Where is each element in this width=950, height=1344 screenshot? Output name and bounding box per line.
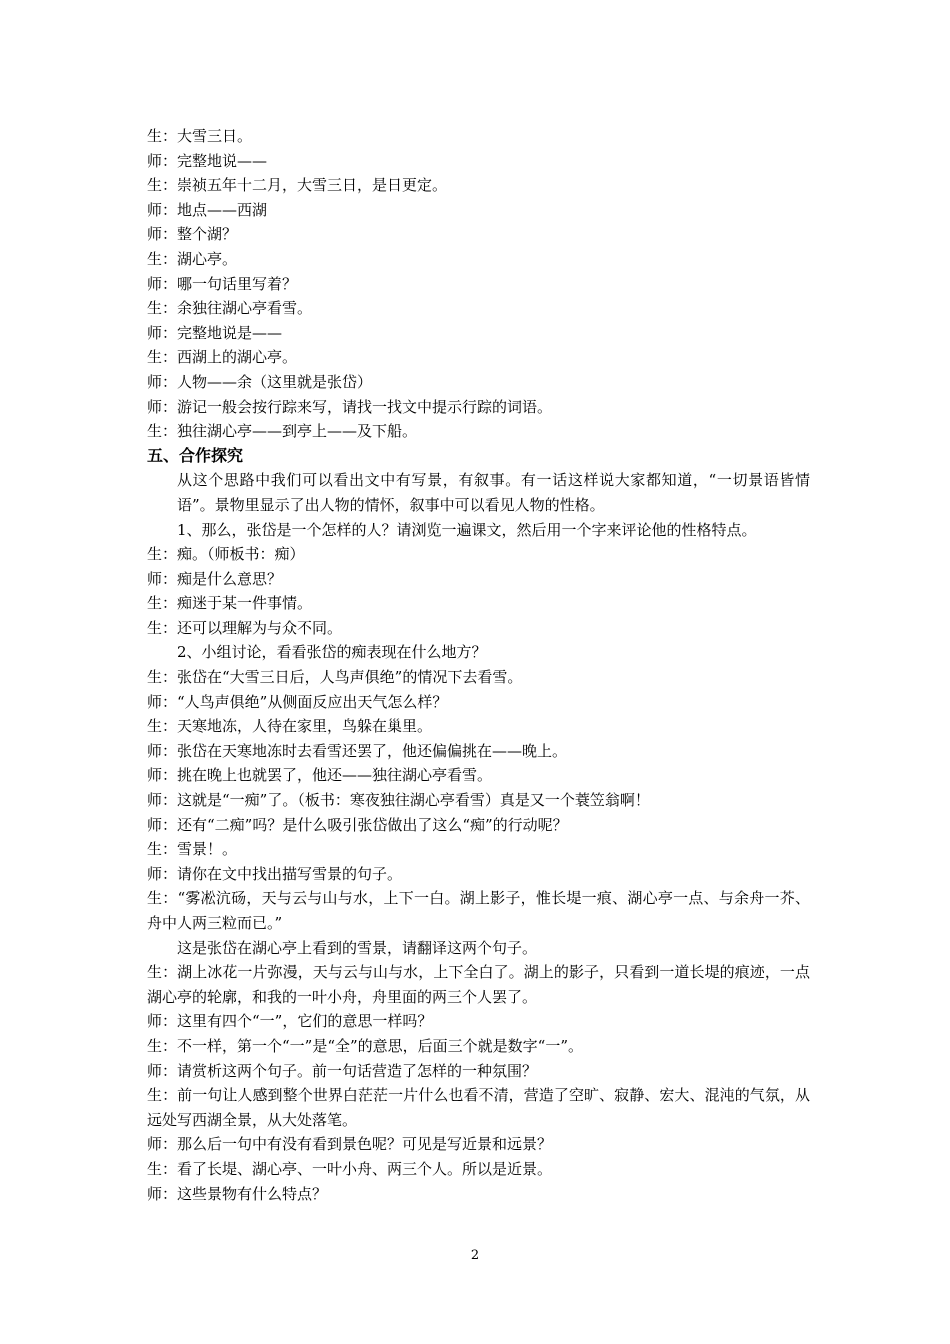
dialog-line: 师：人物——余（这里就是张岱）	[147, 372, 373, 391]
dialog-line: 生：张岱在“大雪三日后，人鸟声俱绝”的情况下去看雪。	[147, 668, 523, 687]
dialog-line: 生：看了长堤、湖心亭、一叶小舟、两三个人。所以是近景。	[147, 1159, 553, 1178]
dialog-line: 师：完整地说——	[147, 151, 268, 170]
dialog-line: 生：雪景！。	[147, 840, 238, 859]
page-number: 2	[470, 1248, 480, 1263]
dialog-line: 师：哪一句话里写着？	[147, 274, 298, 293]
question-line: 1、那么，张岱是一个怎样的人？请浏览一遍课文，然后用一个字来评论他的性格特点。	[177, 520, 757, 539]
dialog-line: 生：痴。（师板书：痴）	[147, 545, 305, 564]
dialog-line: 生：独往湖心亭——到亭上——及下船。	[147, 422, 418, 441]
dialog-line: 师：这就是“一痴”了。（板书：寒夜独往湖心亭看雪）真是又一个蓑笠翁啊！	[147, 791, 650, 810]
dialog-line: 师：张岱在天寒地冻时去看雪还罢了，他还偏偏挑在——晚上。	[147, 741, 568, 760]
dialog-line: 生：痴迷于某一件事情。	[147, 594, 313, 613]
dialog-line: 师：完整地说是——	[147, 323, 283, 342]
dialog-line: 师：“人鸟声俱绝”从侧面反应出天气怎么样？	[147, 692, 448, 711]
section-heading: 五、合作探究	[147, 445, 244, 465]
dialog-line: 生：大雪三日。	[147, 127, 253, 145]
dialog-line: 师：痴是什么意思？	[147, 569, 283, 588]
dialog-line: 师：请赏析这两个句子。前一句话营造了怎样的一种氛围？	[147, 1061, 538, 1080]
dialog-line: 生：余独往湖心亭看雪。	[147, 299, 313, 318]
question-line: 2、小组讨论，看看张岱的痴表现在什么地方？	[177, 643, 487, 662]
dialog-line: 生：崇祯五年十二月，大雪三日，是日更定。	[147, 176, 448, 195]
dialog-line: 生：前一句让人感到整个世界白茫茫一片什么也看不清，营造了空旷、寂静、宏大、混沌的气氛，从远处写西湖全景，从大处落笔。	[147, 1086, 810, 1129]
dialog-line: 生：不一样，第一个“一”是“全”的意思，后面三个就是数字“一”。	[147, 1036, 584, 1055]
dialog-line: 师：请你在文中找出描写雪景的句子。	[147, 864, 403, 883]
dialog-line: 师：这里有四个“一”，它们的意思一样吗？	[147, 1012, 433, 1031]
question-line: 这是张岱在湖心亭上看到的雪景，请翻译这两个句子。	[177, 938, 538, 957]
dialog-line: 生：“雾凇沆砀，天与云与山与水，上下一白。湖上影子，惟长堤一痕、湖心亭一点、与余舟一芥、舟中人两三粒而已。”	[147, 889, 810, 932]
document-body	[147, 124, 810, 1206]
dialog-line: 生：还可以理解为与众不同。	[147, 618, 343, 637]
paragraph: 从这个思路中我们可以看出文中有写景，有叙事。有一话这样说大家都知道，“一切景语皆情语”。景物里显示了出人物的情怀，叙事中可以看见人物的性格。	[177, 471, 810, 514]
dialog-line: 生：西湖上的湖心亭。	[147, 348, 298, 367]
dialog-line: 生：天寒地冻，人待在家里，鸟躲在巢里。	[147, 717, 433, 736]
dialog-line: 师：还有“二痴”吗？是什么吸引张岱做出了这么“痴”的行动呢？	[147, 815, 568, 834]
dialog-line: 生：湖心亭。	[147, 249, 238, 268]
dialog-line: 生：湖上冰花一片弥漫，天与云与山与水，上下全白了。湖上的影子，只看到一道长堤的痕迹，一点湖心亭的轮廓，和我的一叶小舟，舟里面的两三个人罢了。	[147, 963, 810, 1006]
dialog-line: 师：那么后一句中有没有看到景色呢？可见是写近景和远景？	[147, 1135, 553, 1154]
dialog-line: 师：挑在晚上也就罢了，他还——独往湖心亭看雪。	[147, 766, 493, 785]
dialog-line: 师：这些景物有什么特点？	[147, 1184, 328, 1203]
dialog-line: 师：整个湖？	[147, 225, 238, 244]
dialog-line: 师：地点——西湖	[147, 200, 268, 219]
dialog-line: 师：游记一般会按行踪来写，请找一找文中提示行踪的词语。	[147, 397, 553, 416]
